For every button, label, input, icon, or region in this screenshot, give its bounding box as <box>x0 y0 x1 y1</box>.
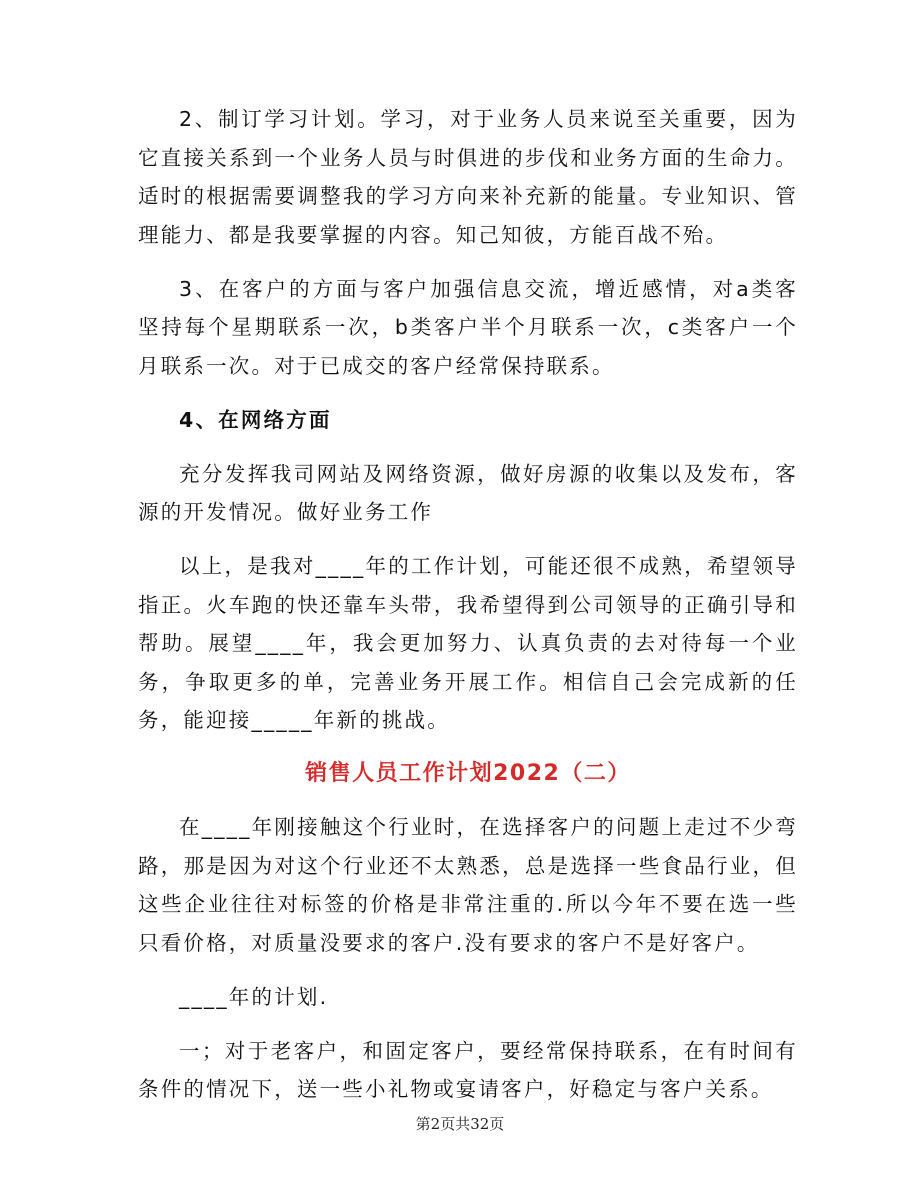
paragraph-plan-heading: ____年的计划. <box>179 984 329 1009</box>
document-body <box>138 100 798 1124</box>
page-number: 第2页共32页 <box>415 1115 505 1133</box>
section-title: 销售人员工作计划2022（二） <box>305 761 631 786</box>
paragraph-old-clients: 一；对于老客户，和固定客户，要经常保持联系，在有时间有条件的情况下，送一些小礼物或宴请客户，好稳定与客户关系。 <box>138 1038 798 1101</box>
heading-network: 4、在网络方面 <box>179 407 332 432</box>
paragraph-summary: 以上，是我对____年的工作计划，可能还很不成熟，希望领导指正。火车跑的快还靠车头带，我希望得到公司领导的正确引导和帮助。展望____年，我会更加努力、认真负责的去对待每一个业务，争取更多的单，完善业务开展工作。相信自己会完成新的任务，能迎接_____年新的挑战。 <box>138 554 798 732</box>
paragraph-network-resources: 充分发挥我司网站及网络资源，做好房源的收集以及发布，客源的开发情况。做好业务工作 <box>138 461 798 524</box>
paragraph-study-plan: 2、制订学习计划。学习，对于业务人员来说至关重要，因为它直接关系到一个业务人员与时俱进的步伐和业务方面的生命力。适时的根据需要调整我的学习方向来补充新的能量。专业知识、管理能力、都是我要掌握的内容。知己知彼，方能百战不殆。 <box>138 107 798 247</box>
paragraph-experience: 在____年刚接触这个行业时，在选择客户的问题上走过不少弯路，那是因为对这个行业还不太熟悉，总是选择一些食品行业，但这些企业往往对标签的价格是非常注重的.所以今年不要在选一些只看价格，对质量没要求的客户.没有要求的客户不是好客户。 <box>138 815 798 955</box>
paragraph-client-communication: 3、在客户的方面与客户加强信息交流，增近感情，对a类客坚持每个星期联系一次，b类客户半个月联系一次，c类客户一个月联系一次。对于已成交的客户经常保持联系。 <box>138 276 798 378</box>
